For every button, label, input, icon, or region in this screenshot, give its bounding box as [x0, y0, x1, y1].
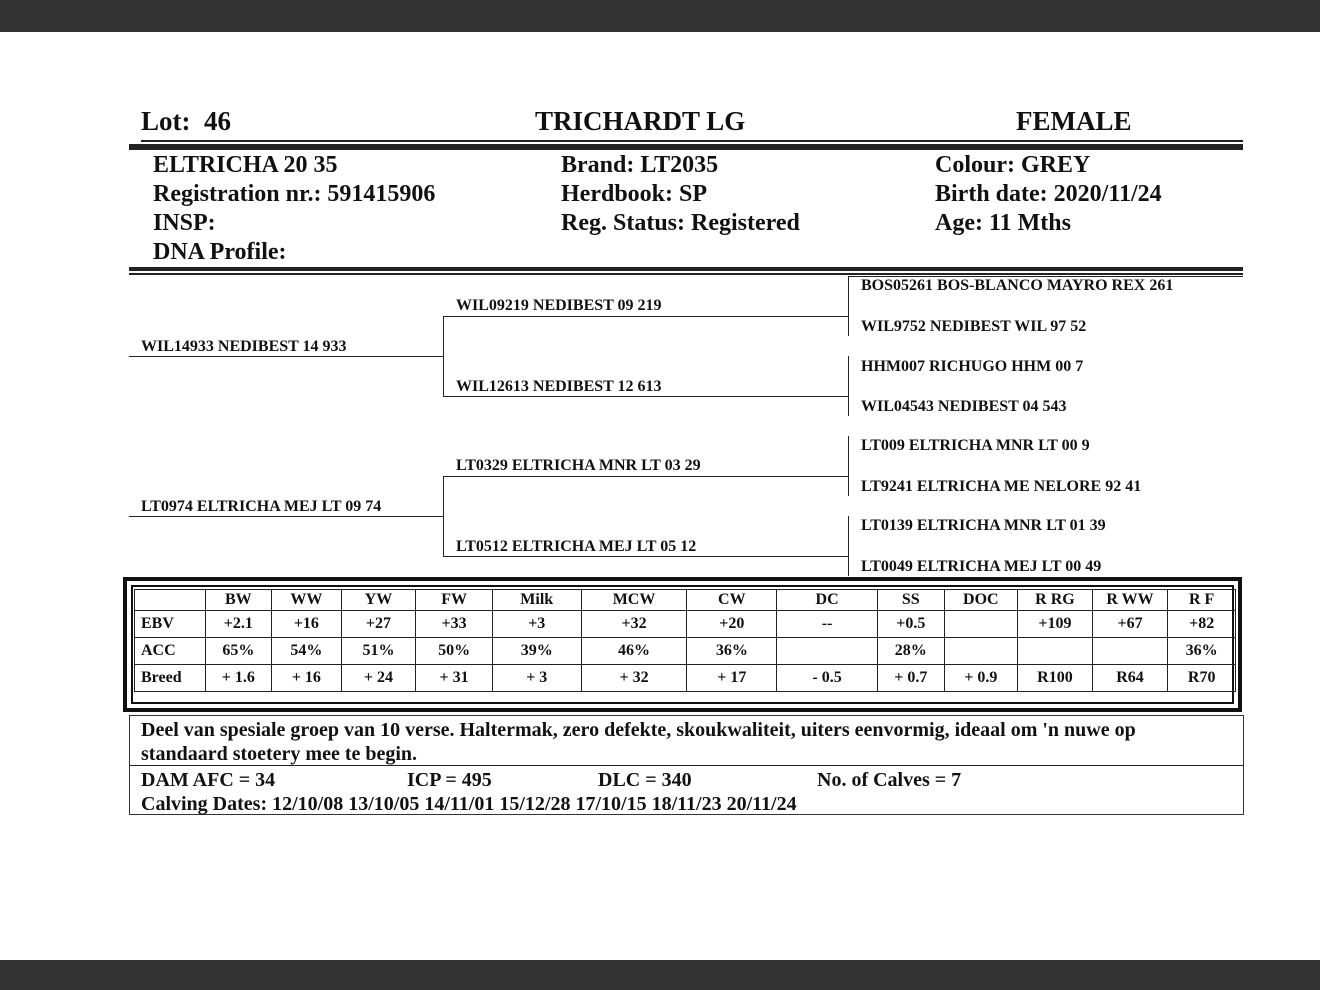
pedigree-dam: LT0974 ELTRICHA MEJ LT 09 74: [141, 498, 382, 515]
ebv-col-header: R F: [1168, 590, 1236, 611]
sex-label: FEMALE: [1016, 106, 1132, 136]
table-cell: +32: [581, 611, 687, 638]
pedigree-dam-dam: LT0512 ELTRICHA MEJ LT 05 12: [456, 538, 697, 555]
ebv-col-header: R RG: [1018, 590, 1093, 611]
registration-status: Reg. Status: Registered: [561, 210, 800, 236]
table-cell: 39%: [492, 638, 581, 665]
pedigree-sire-sire: WIL09219 NEDIBEST 09 219: [456, 297, 662, 314]
info-rule-thin: [129, 273, 1243, 275]
icp: ICP = 495: [407, 769, 492, 791]
table-cell: + 0.7: [878, 665, 945, 692]
ebv-row-acc: [135, 638, 1236, 665]
table-cell: +0.5: [878, 611, 945, 638]
table-cell: + 0.9: [944, 665, 1018, 692]
table-cell: [777, 638, 878, 665]
top-bar: [0, 0, 1320, 32]
pedigree-g5: LT009 ELTRICHA MNR LT 00 9: [861, 437, 1090, 454]
insp-field: INSP:: [153, 210, 216, 236]
registration-number: Registration nr.: 591415906: [153, 181, 436, 207]
ebv-col-header: CW: [687, 590, 777, 611]
ebv-col-header: FW: [416, 590, 493, 611]
ebv-col-header: WW: [272, 590, 342, 611]
pedigree-g4: WIL04543 NEDIBEST 04 543: [861, 398, 1067, 415]
ebv-row-breed: [135, 665, 1236, 692]
table-cell: +27: [341, 611, 416, 638]
table-cell: + 3: [492, 665, 581, 692]
info-rule-thick: [129, 267, 1243, 271]
table-cell: +67: [1092, 611, 1168, 638]
calving-dates: Calving Dates: 12/10/08 13/10/05 14/11/01 15/12/28 17/10/15 18/11/23 20/11/24: [141, 793, 797, 815]
lot-label: [141, 106, 231, 137]
pedigree-dam-sire: LT0329 ELTRICHA MNR LT 03 29: [456, 457, 701, 474]
table-cell: [944, 611, 1018, 638]
table-cell: +3: [492, 611, 581, 638]
table-cell: [944, 638, 1018, 665]
table-cell: +33: [416, 611, 493, 638]
table-cell: 36%: [687, 638, 777, 665]
table-cell: + 17: [687, 665, 777, 692]
ebv-col-header: DOC: [944, 590, 1018, 611]
table-cell: + 1.6: [205, 665, 272, 692]
table-cell: 51%: [341, 638, 416, 665]
animal-name: ELTRICHA 20 35: [153, 152, 338, 178]
bottom-bar: [0, 960, 1320, 990]
lot-number: 46: [204, 106, 231, 136]
table-cell: + 31: [416, 665, 493, 692]
table-cell: + 32: [581, 665, 687, 692]
ebv-table: [134, 589, 1236, 692]
ebv-col-header: MCW: [581, 590, 687, 611]
age: Age: 11 Mths: [935, 210, 1071, 236]
ebv-row-ebv: [135, 611, 1236, 638]
table-cell: 65%: [205, 638, 272, 665]
table-cell: [1018, 638, 1093, 665]
pedigree-sire-dam: WIL12613 NEDIBEST 12 613: [456, 378, 662, 395]
table-cell: 50%: [416, 638, 493, 665]
table-cell: 36%: [1168, 638, 1236, 665]
comment-line-1: Deel van spesiale groep van 10 verse. Haltermak, zero defekte, skoukwaliteit, uiters eenvormig, ideaal om 'n nuwe op: [141, 719, 1136, 741]
dna-profile: DNA Profile:: [153, 239, 287, 265]
row-label: ACC: [135, 638, 206, 665]
pedigree-g3: HHM007 RICHUGO HHM 00 7: [861, 358, 1084, 375]
table-cell: 46%: [581, 638, 687, 665]
colour: Colour: GREY: [935, 152, 1091, 178]
brand: Brand: LT2035: [561, 152, 719, 178]
number-of-calves: No. of Calves = 7: [817, 769, 962, 791]
pedigree-g2: WIL9752 NEDIBEST WIL 97 52: [861, 318, 1087, 335]
lot-label-text: Lot:: [141, 106, 191, 136]
table-cell: +16: [272, 611, 342, 638]
table-cell: + 24: [341, 665, 416, 692]
ebv-col-header: SS: [878, 590, 945, 611]
ebv-col-header: Milk: [492, 590, 581, 611]
header-rule-thin: [141, 140, 1243, 142]
table-cell: [1092, 638, 1168, 665]
animal-info-middle: [561, 151, 800, 238]
table-cell: - 0.5: [777, 665, 878, 692]
pedigree-g1: BOS05261 BOS-BLANCO MAYRO REX 261: [861, 277, 1174, 294]
pedigree-g6: LT9241 ELTRICHA ME NELORE 92 41: [861, 478, 1142, 495]
table-cell: +82: [1168, 611, 1236, 638]
ebv-header-row: [135, 590, 1236, 611]
dlc: DLC = 340: [598, 769, 692, 791]
ebv-col-header: YW: [341, 590, 416, 611]
table-cell: +109: [1018, 611, 1093, 638]
ebv-col-header: [135, 590, 206, 611]
ebv-col-header: DC: [777, 590, 878, 611]
comment-line-2: standaard stoetery mee te begin.: [141, 743, 418, 765]
ebv-col-header: BW: [205, 590, 272, 611]
row-label: EBV: [135, 611, 206, 638]
row-label: Breed: [135, 665, 206, 692]
birth-date: Birth date: 2020/11/24: [935, 181, 1162, 207]
breeder-name: TRICHARDT LG: [535, 106, 746, 136]
table-cell: R64: [1092, 665, 1168, 692]
animal-info-right: [935, 151, 1162, 238]
pedigree-g8: LT0049 ELTRICHA MEJ LT 00 49: [861, 558, 1102, 575]
herdbook: Herdbook: SP: [561, 181, 708, 207]
header-rule-thick: [129, 144, 1243, 150]
animal-info-left: [153, 151, 435, 267]
ebv-col-header: R WW: [1092, 590, 1168, 611]
pedigree-sire: WIL14933 NEDIBEST 14 933: [141, 338, 347, 355]
table-cell: 28%: [878, 638, 945, 665]
pedigree-g7: LT0139 ELTRICHA MNR LT 01 39: [861, 517, 1106, 534]
table-cell: R70: [1168, 665, 1236, 692]
table-cell: +2.1: [205, 611, 272, 638]
table-cell: --: [777, 611, 878, 638]
table-cell: + 16: [272, 665, 342, 692]
table-cell: R100: [1018, 665, 1093, 692]
table-cell: +20: [687, 611, 777, 638]
dam-afc: DAM AFC = 34: [141, 769, 276, 791]
table-cell: 54%: [272, 638, 342, 665]
